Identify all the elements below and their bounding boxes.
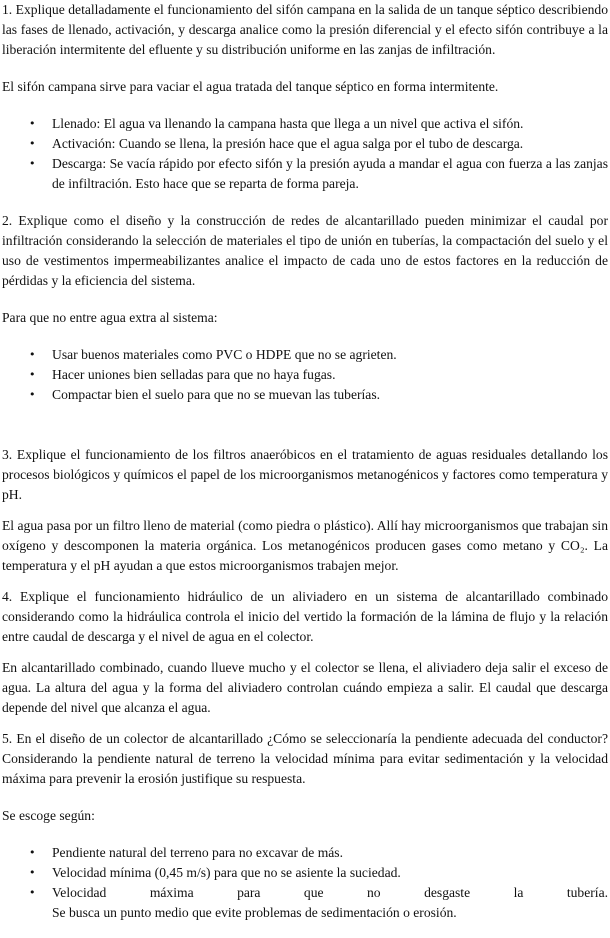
answer-1-intro: El sifón campana sirve para vaciar el agua tratada del tanque séptico en forma intermitente. (2, 79, 499, 94)
list-item: • Descarga: Se vacía rápido por efecto sifón y la presión ayuda a mandar el agua con fuerza a las zanjas de infiltración. Esto hace que se reparta de forma pareja. (2, 154, 608, 194)
list-item: • Activación: Cuando se llena, la presión hace que el agua salga por el tubo de descarga. (2, 134, 608, 154)
list-item: • Hacer uniones bien selladas para que no haya fugas. (2, 365, 608, 385)
list-item: • Velocidad mínima (0,45 m/s) para que no se asiente la suciedad. (2, 863, 608, 883)
question-4: 4. Explique el funcionamiento hidráulico de un aliviadero en un sistema de alcantarillado combinado considerando como la hidráulica controla el inicio del vertido la formación de la lámina de flujo y la relación entre caudal de descarga y el nivel de agua en el colector. (2, 589, 608, 644)
question-1: 1. Explique detalladamente el funcionamiento del sifón campana en la salida de un tanque séptico describiendo las fases de llenado, activación, y descarga analice como la presión diferencial y el efecto sifón contribuye a la liberación intermitente del efluente y su distribución uniforme en las zanjas de infiltración. (2, 2, 608, 57)
list-item-line: • Velocidad máxima para que no desgaste la tubería. (52, 885, 608, 900)
answer-2-intro: Para que no entre agua extra al sistema: (2, 310, 218, 325)
question-2: 2. Explique como el diseño y la construcción de redes de alcantarillado pueden minimizar el caudal por infiltración considerando la selección de materiales el tipo de unión en tuberías, la compactación del suelo y el uso de vestimentos impermeabilizantes analice el impacto de cada uno de estos factores en la reducción de pérdidas y la eficiencia del sistema. (2, 213, 608, 288)
answer-3: El agua pasa por un filtro lleno de material (como piedra o plástico). Allí hay microorganismos que trabajan sin oxígeno y descomponen la materia orgánica. Los metanogénicos producen gases como metano y CO₂. La temperatura y el pH ayudan a que estos microorganismos trabajen mejor. (2, 518, 608, 573)
question-5: 5. En el diseño de un colector de alcantarillado ¿Cómo se seleccionaría la pendiente adecuada del conductor? Considerando la pendiente natural de terreno la velocidad mínima para evitar sedimentación y la velocidad máxima para prevenir la erosión justifique su respuesta. (2, 731, 608, 786)
list-item: • Usar buenos materiales como PVC o HDPE que no se agrieten. (2, 345, 608, 365)
question-3: 3. Explique el funcionamiento de los filtros anaeróbicos en el tratamiento de aguas residuales detallando los procesos biológicos y químicos el papel de los microorganismos metanogénicos y factores como temperatura y pH. (2, 447, 608, 502)
list-item (2, 883, 608, 923)
answer-1-list (2, 114, 608, 194)
answer-4: En alcantarillado combinado, cuando llueve mucho y el colector se llena, el aliviadero deja salir el exceso de agua. La altura del agua y la forma del aliviadero controlan cuándo empieza a salir. El caudal que descarga depende del nivel que alcanza el agua. (2, 660, 608, 715)
list-item-line: Se busca un punto medio que evite problemas de sedimentación o erosión. (52, 905, 457, 920)
list-item: • Llenado: El agua va llenando la campana hasta que llega a un nivel que activa el sifón. (2, 114, 608, 134)
answer-5-intro: Se escoge según: (2, 808, 95, 823)
answer-2-list (2, 345, 608, 405)
list-item: • Compactar bien el suelo para que no se muevan las tuberías. (2, 385, 608, 405)
answer-5-list (2, 843, 608, 923)
list-item: • Pendiente natural del terreno para no excavar de más. (2, 843, 608, 863)
